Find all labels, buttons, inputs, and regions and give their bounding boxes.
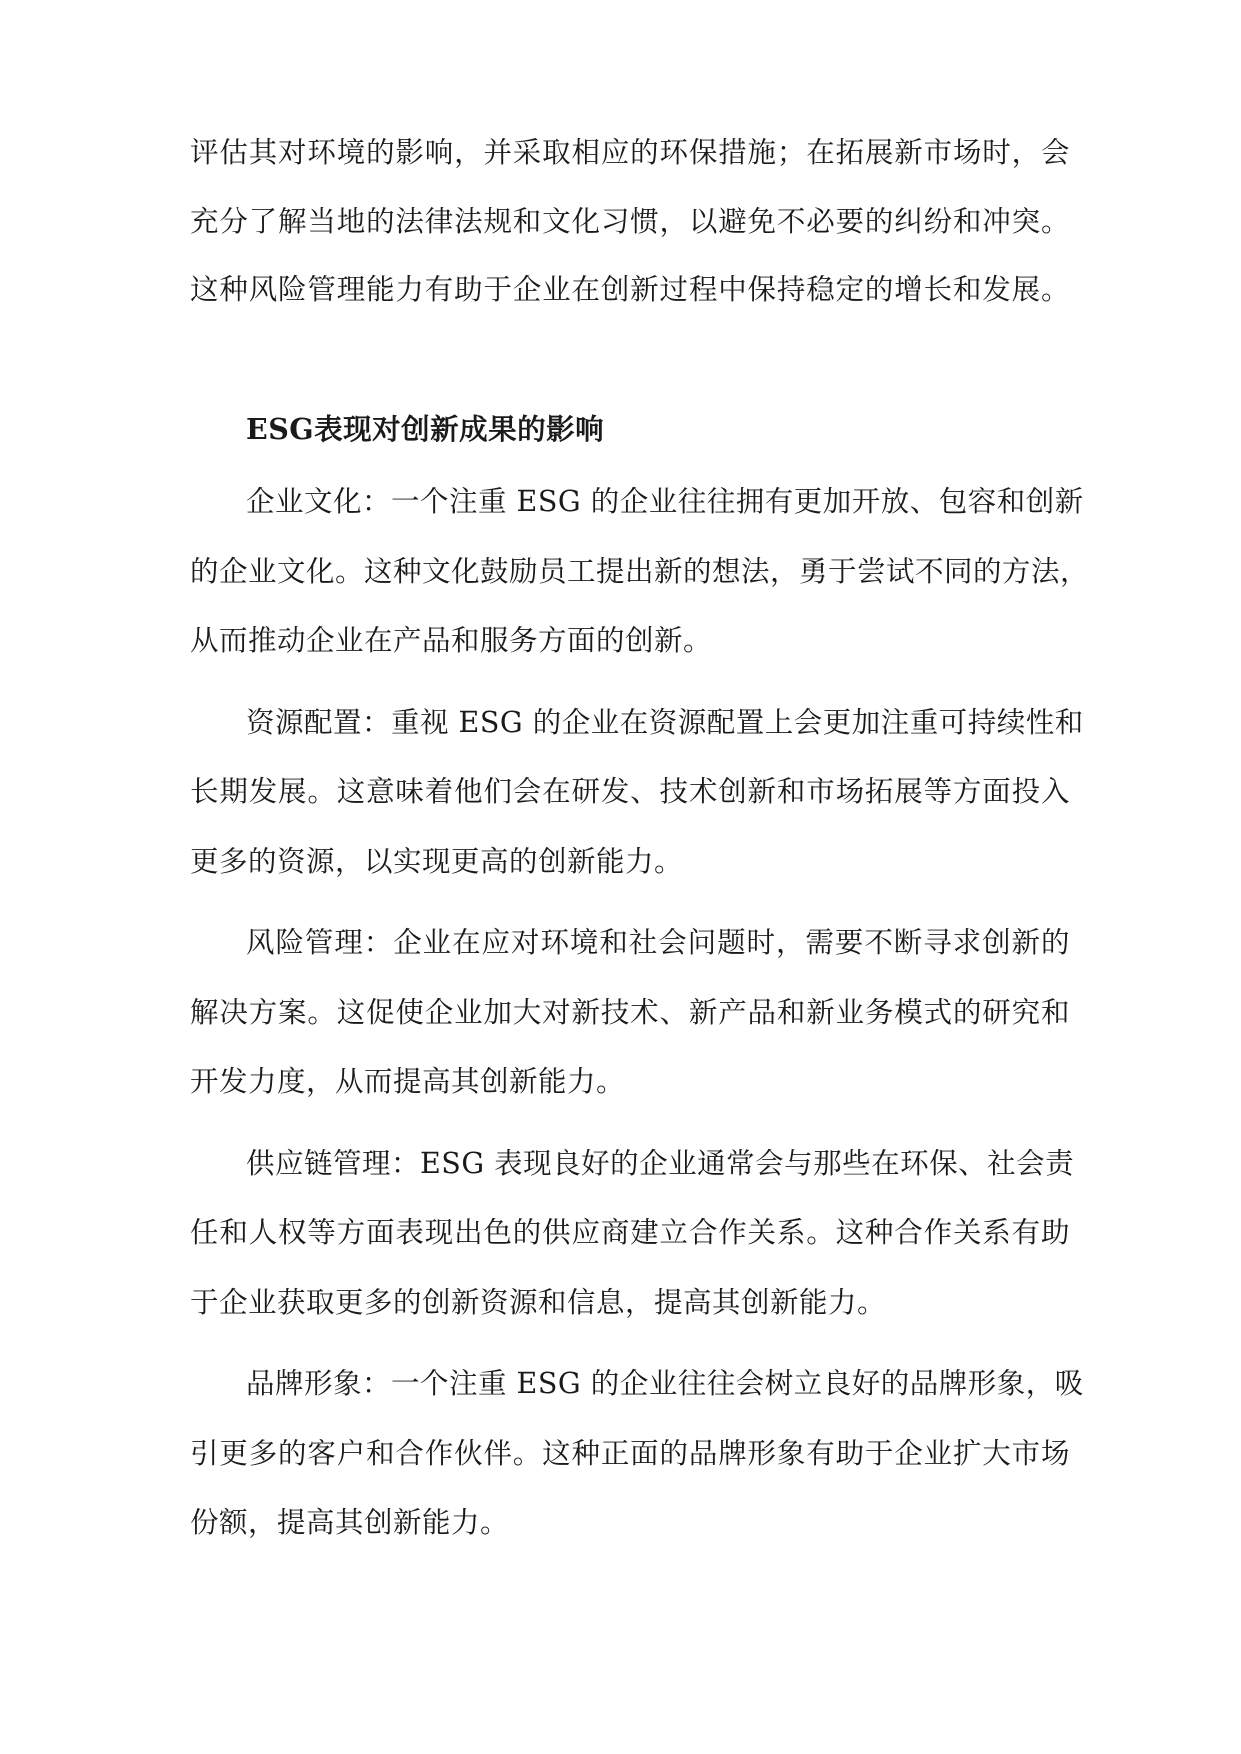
paragraph-line: 长期发展。这意味着他们会在研发、技术创新和市场拓展等方面投入	[190, 775, 1070, 808]
paragraph-line: 充分了解当地的法律法规和文化习惯，以避免不必要的纠纷和冲突。	[190, 205, 1070, 238]
paragraph-line: 的企业文化。这种文化鼓励员工提出新的想法，勇于尝试不同的方法，	[190, 555, 1090, 588]
paragraph-line: 于企业获取更多的创新资源和信息，提高其创新能力。	[190, 1286, 887, 1319]
paragraph-line: 这种风险管理能力有助于企业在创新过程中保持稳定的增长和发展。	[190, 273, 1070, 306]
paragraph-line: 品牌形象：一个注重 ESG 的企业往往会树立良好的品牌形象，吸	[246, 1367, 1084, 1400]
paragraph-line: 资源配置：重视 ESG 的企业在资源配置上会更加注重可持续性和	[246, 706, 1084, 739]
section-heading: ESG表现对创新成果的影响	[246, 412, 605, 446]
paragraph-line: 风险管理：企业在应对环境和社会问题时，需要不断寻求创新的	[246, 926, 1070, 959]
paragraph-line: 从而推动企业在产品和服务方面的创新。	[190, 624, 713, 657]
paragraph-line: 企业文化：一个注重 ESG 的企业往往拥有更加开放、包容和创新	[246, 485, 1084, 518]
paragraph-line: 供应链管理：ESG 表现良好的企业通常会与那些在环保、社会责	[246, 1147, 1075, 1180]
paragraph-line: 更多的资源，以实现更高的创新能力。	[190, 845, 684, 878]
paragraph-line: 开发力度，从而提高其创新能力。	[190, 1065, 626, 1098]
paragraph-line: 引更多的客户和合作伙伴。这种正面的品牌形象有助于企业扩大市场	[190, 1437, 1070, 1470]
paragraph-line: 份额，提高其创新能力。	[190, 1506, 510, 1539]
paragraph-line: 解决方案。这促使企业加大对新技术、新产品和新业务模式的研究和	[190, 996, 1070, 1029]
paragraph-line: 评估其对环境的影响，并采取相应的环保措施；在拓展新市场时，会	[190, 136, 1070, 169]
paragraph-line: 任和人权等方面表现出色的供应商建立合作关系。这种合作关系有助	[190, 1216, 1070, 1249]
